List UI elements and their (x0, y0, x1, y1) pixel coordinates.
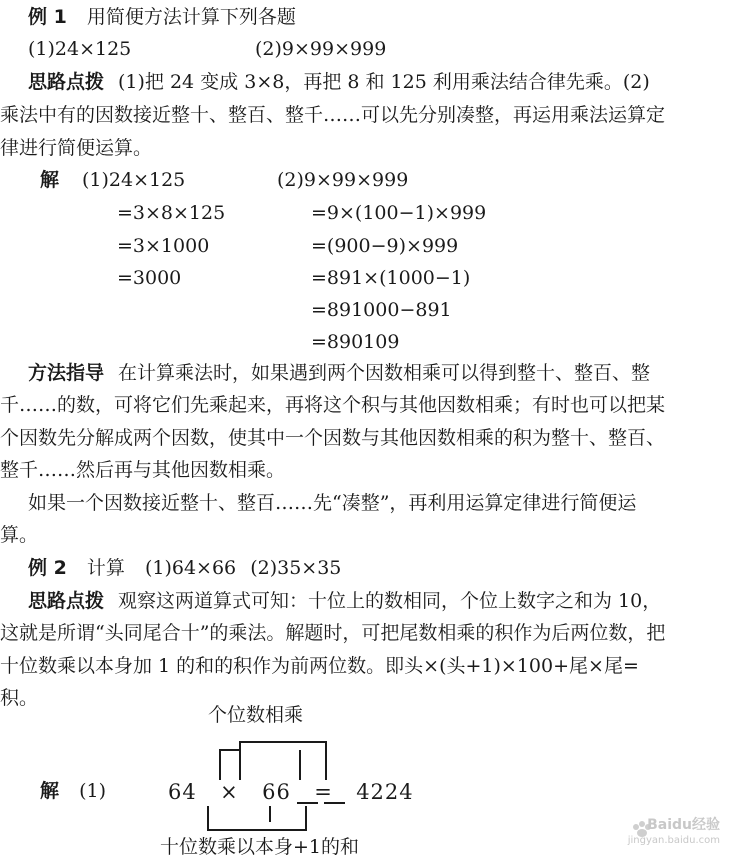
method-line-4: 整千……然后再与其他因数相乘。 (0, 459, 286, 481)
method-extra-line-1: 如果一个因数接近整十、整百……先“凑整”，再利用运算定律进行简便运 (28, 492, 637, 514)
method-line-1: 方法指导 在计算乘法时，如果遇到两个因数相乘可以得到整十、整百、整 (28, 362, 651, 384)
solution-left-step-4: =3000 (117, 267, 182, 289)
example-2-hint-line-1: 思路点拨 观察这两道算式可知：十位上的数相同，个位上数字之和为 10， (28, 590, 662, 612)
solution-left-step-1: (1)24×125 (82, 169, 186, 191)
example-2-question-2: (2)35×35 (250, 557, 342, 579)
method-label: 方法指导 (28, 362, 105, 384)
diagram-expression (168, 782, 414, 803)
diagram-top-label: 个位数相乘 (208, 704, 304, 726)
equals-sign: = (314, 780, 333, 804)
example-1-label: 例 1 (28, 6, 67, 28)
baidu-jingyan-watermark (580, 818, 720, 848)
times-sign: × (220, 780, 239, 804)
example-2-hint-line-3: 十位数乘以本身加 1 的和的积作为前两位数。即头×(头+1)×100+尾×尾= (0, 655, 639, 677)
diagram-solution-number: (1) (79, 780, 106, 802)
example-1-heading (28, 8, 296, 27)
example-2-hint-line-2: 这就是所谓“头同尾合十”的乘法。解题时，可把尾数相乘的积作为后两位数，把 (0, 622, 666, 644)
solution-right-step-6: =890109 (311, 331, 400, 353)
solution-right-step-5: =891000−891 (311, 299, 452, 321)
example-2-heading (28, 559, 341, 578)
watermark-brand: Baidu经验 (647, 817, 720, 833)
example-2-label: 例 2 (28, 557, 67, 579)
example-1-hint-line-2: 乘法中有的因数接近整十、整百、整千……可以先分别凑整，再运用乘法运算定 (0, 104, 666, 126)
example-1-title: 用简便方法计算下列各题 (86, 6, 296, 28)
diagram-solution (40, 782, 106, 801)
result-first-two-digits: 42 (356, 780, 385, 804)
example-1-hint-line-3: 律进行简便运算。 (0, 137, 153, 159)
method-line-2: 千……的数，可将它们先乘起来，再将这个积与其他因数相乘；有时也可以把某 (0, 394, 666, 416)
solution-right-step-3: =(900−9)×999 (311, 235, 459, 257)
result-last-two-digits: 24 (384, 780, 414, 804)
example-1-solution-label: 解 (40, 169, 60, 191)
example-1-question-1: (1)24×125 (28, 38, 132, 60)
solution-right-step-4: =891×(1000−1) (311, 267, 471, 289)
solution-left-step-2: =3×8×125 (117, 202, 226, 224)
ones-digits-bracket (240, 742, 326, 780)
example-1-hint-label: 思路点拨 (28, 71, 105, 93)
example-2-title: 计算 (86, 557, 125, 579)
example-2-question-1: (1)64×66 (144, 557, 237, 579)
tens-digits-bracket (208, 806, 306, 830)
solution-left-step-3: =3×1000 (117, 235, 210, 257)
diagram-bottom-label: 十位数乘以本身+1的和 (160, 836, 360, 858)
example-2-hint-line-4: 积。 (0, 687, 39, 709)
watermark-url: jingyan.baidu.com (627, 835, 720, 846)
solution-right-step-1: (2)9×99×999 (277, 169, 409, 191)
factor-b: 66 (262, 780, 291, 804)
solution-right-step-2: =9×(100−1)×999 (311, 202, 487, 224)
example-1-question-2: (2)9×99×999 (255, 38, 387, 60)
method-extra-line-2: 算。 (0, 524, 39, 546)
diagram-solution-label: 解 (40, 780, 60, 802)
ones-digits-bracket-left-arm (220, 750, 240, 780)
example-2-hint-label: 思路点拨 (28, 590, 105, 612)
factor-a: 64 (168, 780, 197, 804)
example-1-hint-line-1: 思路点拨 (1)把 24 变成 3×8，再把 8 和 125 利用乘法结合律先乘。(2) (28, 71, 650, 93)
method-line-3: 个因数先分解成两个因数，使其中一个因数与其他因数相乘的积为整十、整百、 (0, 427, 666, 449)
